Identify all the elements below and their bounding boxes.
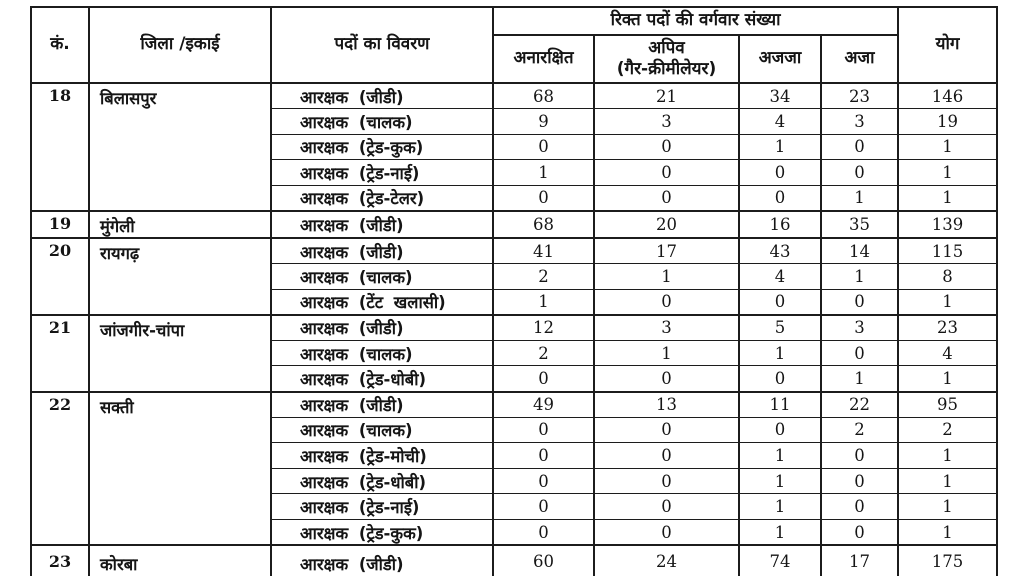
post-cell: आरक्षक (चालक) xyxy=(271,264,493,290)
total-count-cell: 146 xyxy=(898,83,997,109)
unreserved-count-cell: 1 xyxy=(493,160,594,186)
st-count-cell: 1 xyxy=(739,520,821,546)
unreserved-count-cell: 68 xyxy=(493,83,594,109)
unreserved-count-cell: 49 xyxy=(493,392,594,418)
st-count-cell: 1 xyxy=(739,340,821,366)
total-count-cell: 19 xyxy=(898,109,997,135)
unreserved-count-cell: 0 xyxy=(493,468,594,494)
table-row xyxy=(31,392,997,418)
sc-count-cell: 23 xyxy=(821,83,898,109)
post-cell: आरक्षक (जीडी) xyxy=(271,315,493,341)
header-district: जिला /इकाई xyxy=(89,7,271,83)
unreserved-count-cell: 2 xyxy=(493,340,594,366)
sc-count-cell: 0 xyxy=(821,494,898,520)
unreserved-count-cell: 41 xyxy=(493,238,594,264)
sc-count-cell: 0 xyxy=(821,340,898,366)
sc-count-cell: 0 xyxy=(821,134,898,160)
table-row xyxy=(31,315,997,341)
district-cell: कोरबा xyxy=(89,545,271,576)
district-cell: बिलासपुर xyxy=(89,83,271,211)
sc-count-cell: 1 xyxy=(821,185,898,211)
obc-count-cell: 24 xyxy=(594,545,739,576)
header-serial: कं. xyxy=(31,7,89,83)
post-cell: आरक्षक (ट्रेड-नाई) xyxy=(271,160,493,186)
table-body xyxy=(31,83,997,576)
district-cell: सक्ती xyxy=(89,392,271,546)
vacancy-table xyxy=(30,6,998,576)
sc-count-cell: 14 xyxy=(821,238,898,264)
serial-cell: 19 xyxy=(31,211,89,238)
obc-count-cell: 21 xyxy=(594,83,739,109)
st-count-cell: 0 xyxy=(739,185,821,211)
sc-count-cell: 35 xyxy=(821,211,898,238)
unreserved-count-cell: 0 xyxy=(493,417,594,443)
post-cell: आरक्षक (जीडी) xyxy=(271,211,493,238)
post-cell: आरक्षक (ट्रेड-मोची) xyxy=(271,443,493,469)
post-cell: आरक्षक (टेंट खलासी) xyxy=(271,289,493,315)
st-count-cell: 0 xyxy=(739,160,821,186)
total-count-cell: 1 xyxy=(898,520,997,546)
total-count-cell: 1 xyxy=(898,468,997,494)
st-count-cell: 1 xyxy=(739,494,821,520)
serial-cell: 18 xyxy=(31,83,89,211)
obc-count-cell: 0 xyxy=(594,185,739,211)
obc-count-cell: 0 xyxy=(594,443,739,469)
st-count-cell: 1 xyxy=(739,134,821,160)
sc-count-cell: 1 xyxy=(821,264,898,290)
st-count-cell: 1 xyxy=(739,468,821,494)
post-cell: आरक्षक (जीडी) xyxy=(271,83,493,109)
post-cell: आरक्षक (ट्रेड-कुक) xyxy=(271,520,493,546)
unreserved-count-cell: 68 xyxy=(493,211,594,238)
post-cell: आरक्षक (चालक) xyxy=(271,109,493,135)
total-count-cell: 1 xyxy=(898,289,997,315)
st-count-cell: 74 xyxy=(739,545,821,576)
unreserved-count-cell: 1 xyxy=(493,289,594,315)
header-sc: अजा xyxy=(821,35,898,83)
sc-count-cell: 17 xyxy=(821,545,898,576)
st-count-cell: 16 xyxy=(739,211,821,238)
st-count-cell: 11 xyxy=(739,392,821,418)
obc-count-cell: 1 xyxy=(594,340,739,366)
st-count-cell: 5 xyxy=(739,315,821,341)
header-post-description: पदों का विवरण xyxy=(271,7,493,83)
header-total: योग xyxy=(898,7,997,83)
header-obc xyxy=(594,35,739,83)
sc-count-cell: 1 xyxy=(821,366,898,392)
post-cell: आरक्षक (चालक) xyxy=(271,417,493,443)
total-count-cell: 115 xyxy=(898,238,997,264)
obc-count-cell: 0 xyxy=(594,289,739,315)
unreserved-count-cell: 60 xyxy=(493,545,594,576)
serial-cell: 20 xyxy=(31,238,89,315)
unreserved-count-cell: 0 xyxy=(493,443,594,469)
st-count-cell: 34 xyxy=(739,83,821,109)
table-row xyxy=(31,83,997,109)
total-count-cell: 8 xyxy=(898,264,997,290)
serial-cell: 21 xyxy=(31,315,89,392)
obc-count-cell: 0 xyxy=(594,366,739,392)
total-count-cell: 1 xyxy=(898,185,997,211)
table-row xyxy=(31,545,997,576)
obc-count-cell: 0 xyxy=(594,520,739,546)
table-row xyxy=(31,211,997,238)
obc-count-cell: 0 xyxy=(594,160,739,186)
sc-count-cell: 0 xyxy=(821,289,898,315)
sc-count-cell: 3 xyxy=(821,315,898,341)
st-count-cell: 4 xyxy=(739,109,821,135)
district-cell: मुंगेली xyxy=(89,211,271,238)
header-row-1 xyxy=(31,7,997,35)
total-count-cell: 1 xyxy=(898,160,997,186)
sc-count-cell: 2 xyxy=(821,417,898,443)
unreserved-count-cell: 0 xyxy=(493,185,594,211)
obc-count-cell: 3 xyxy=(594,315,739,341)
total-count-cell: 139 xyxy=(898,211,997,238)
unreserved-count-cell: 0 xyxy=(493,366,594,392)
district-cell: रायगढ़ xyxy=(89,238,271,315)
post-cell: आरक्षक (जीडी) xyxy=(271,238,493,264)
unreserved-count-cell: 0 xyxy=(493,494,594,520)
sc-count-cell: 3 xyxy=(821,109,898,135)
unreserved-count-cell: 12 xyxy=(493,315,594,341)
obc-count-cell: 20 xyxy=(594,211,739,238)
post-cell: आरक्षक (ट्रेड-धोबी) xyxy=(271,366,493,392)
unreserved-count-cell: 2 xyxy=(493,264,594,290)
unreserved-count-cell: 0 xyxy=(493,134,594,160)
table-row xyxy=(31,238,997,264)
obc-count-cell: 3 xyxy=(594,109,739,135)
header-st: अजजा xyxy=(739,35,821,83)
total-count-cell: 95 xyxy=(898,392,997,418)
post-cell: आरक्षक (ट्रेड-कुक) xyxy=(271,134,493,160)
header-unreserved: अनारक्षित xyxy=(493,35,594,83)
post-cell: आरक्षक (चालक) xyxy=(271,340,493,366)
post-cell: आरक्षक (ट्रेड-नाई) xyxy=(271,494,493,520)
st-count-cell: 0 xyxy=(739,366,821,392)
st-count-cell: 4 xyxy=(739,264,821,290)
header-obc-line1: अपिव xyxy=(648,37,685,58)
obc-count-cell: 0 xyxy=(594,134,739,160)
obc-count-cell: 0 xyxy=(594,468,739,494)
obc-count-cell: 0 xyxy=(594,417,739,443)
serial-cell: 23 xyxy=(31,545,89,576)
sc-count-cell: 0 xyxy=(821,468,898,494)
total-count-cell: 23 xyxy=(898,315,997,341)
total-count-cell: 1 xyxy=(898,443,997,469)
unreserved-count-cell: 0 xyxy=(493,520,594,546)
post-cell: आरक्षक (ट्रेड-टेलर) xyxy=(271,185,493,211)
header-obc-line2: (गैर-क्रीमीलेयर) xyxy=(616,59,717,79)
district-cell: जांजगीर-चांपा xyxy=(89,315,271,392)
unreserved-count-cell: 9 xyxy=(493,109,594,135)
total-count-cell: 1 xyxy=(898,366,997,392)
st-count-cell: 0 xyxy=(739,417,821,443)
total-count-cell: 2 xyxy=(898,417,997,443)
sc-count-cell: 0 xyxy=(821,160,898,186)
post-cell: आरक्षक (ट्रेड-धोबी) xyxy=(271,468,493,494)
obc-count-cell: 1 xyxy=(594,264,739,290)
total-count-cell: 4 xyxy=(898,340,997,366)
sc-count-cell: 0 xyxy=(821,443,898,469)
total-count-cell: 175 xyxy=(898,545,997,576)
sc-count-cell: 0 xyxy=(821,520,898,546)
total-count-cell: 1 xyxy=(898,494,997,520)
obc-count-cell: 0 xyxy=(594,494,739,520)
serial-cell: 22 xyxy=(31,392,89,546)
post-cell: आरक्षक (जीडी) xyxy=(271,545,493,576)
table-header xyxy=(31,7,997,83)
st-count-cell: 0 xyxy=(739,289,821,315)
st-count-cell: 43 xyxy=(739,238,821,264)
st-count-cell: 1 xyxy=(739,443,821,469)
obc-count-cell: 13 xyxy=(594,392,739,418)
sc-count-cell: 22 xyxy=(821,392,898,418)
obc-count-cell: 17 xyxy=(594,238,739,264)
total-count-cell: 1 xyxy=(898,134,997,160)
header-category-group: रिक्त पदों की वर्गवार संख्या xyxy=(493,7,898,35)
post-cell: आरक्षक (जीडी) xyxy=(271,392,493,418)
